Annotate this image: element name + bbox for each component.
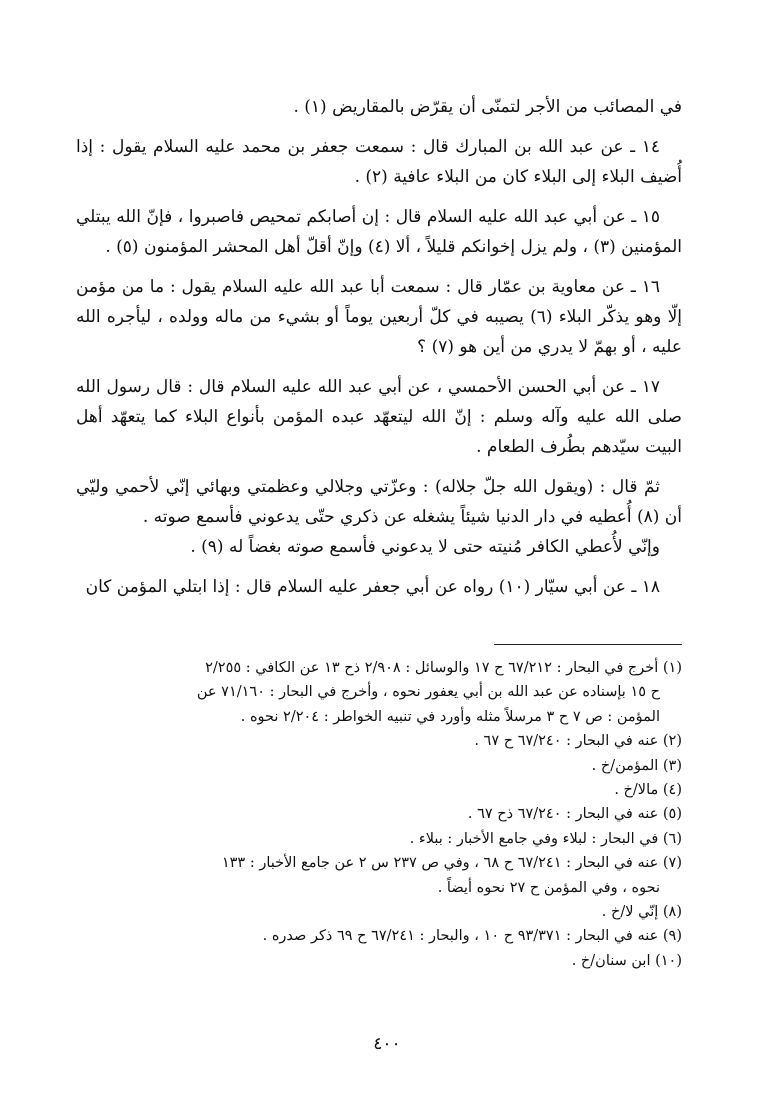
main-text (76, 92, 682, 612)
footnote-text: (٧) عنه في البحار : ٦٧/٢٤١ ح ٦٨ ، وفي ص ٢٣٧ س ٢ عن جامع الأخبار : ١٣٣ (221, 855, 682, 872)
footnote (76, 924, 682, 948)
footnote-continuation: نحوه ، وفي المؤمن ح ٢٧ نحوه أيضاً . (437, 879, 660, 896)
paragraph: ١٨ ـ عن أبي سيّار (١٠) رواه عن أبي جعفر عليه السلام قال : إذا ابتلي المؤمن كان (85, 577, 660, 597)
footnote (76, 851, 682, 900)
footnote-continuation: ح ١٥ بإسناده عن عبد الله بن أبي يعفور نحوه ، وأخرج في البحار : ٧١/١٦٠ عن (196, 684, 660, 701)
footnote-text: (٦) في البحار : لبلاء وفي جامع الأخبار : ببلاء . (409, 830, 682, 847)
paragraph: ١٥ ـ عن أبي عبد الله عليه السلام قال : إن أصابكم تمحيص فاصبروا ، فإنّ الله يبتلي المؤمنين (٣) ، ولم يزل إخوانكم قليلاً ، ألا (٤) وإنّ أقلّ أهل المحشر المؤمنون (٥) . (76, 207, 682, 257)
footnote-continuation: المؤمن : ص ٧ ح ٣ مرسلاً مثله وأورد في تنبيه الخواطر : ٢/٢٠٤ نحوه . (240, 708, 660, 725)
footnote-text: (٢) عنه في البحار : ٦٧/٢٤٠ ح ٦٧ . (474, 733, 682, 750)
footnote-text: (١٠) ابن سنان/خ . (571, 952, 682, 969)
paragraph: ١٤ ـ عن عبد الله بن المبارك قال : سمعت جعفر بن محمد عليه السلام يقول : إذا أُضيف البلاء إلى البلاء كان من البلاء عافية (٢) . (76, 137, 682, 187)
footnote-text: (١) أخرج في البحار : ٦٧/٢١٢ ح ١٧ والوسائل : ٢/٩٠٨ ذح ١٣ عن الكافي : ٢/٢٥٥ (205, 660, 682, 676)
paragraph: ١٦ ـ عن معاوية بن عمّار قال : سمعت أبا عبد الله عليه السلام يقول : ما من مؤمن إلّا وهو يذكّر البلاء (٦) يصيبه في كلّ أربعين يوماً أو بشيء من ماله وولده ، ليأجره الله عليه ، أو بهمّ لا يدري من أين هو (٧) ؟ (76, 277, 682, 357)
paragraph: في المصائب من الأجر لتمنّى أن يقرّض بالمقاريض (١) . (293, 97, 682, 117)
footnote-text: (٩) عنه في البحار : ٩٣/٣٧١ ح ١٠ ، والبحار : ٦٧/٢٤١ ح ٦٩ ذكر صدره . (262, 928, 682, 945)
page-number: ٤٠٠ (373, 1034, 401, 1054)
footnote (76, 656, 682, 729)
footnote-text: (٣) المؤمن/خ . (591, 757, 682, 774)
footnotes (76, 656, 682, 973)
footnote (76, 754, 682, 778)
footnote (76, 778, 682, 802)
footnote (76, 802, 682, 826)
footnote (76, 949, 682, 973)
footnote-divider (494, 644, 682, 645)
paragraph: ثمّ قال : (ويقول الله جلّ جلاله) : وعزّتي وجلالي وعظمتي وبهائي إنّي لأحمي وليّي أن (٨) أُعطيه في دار الدنيا شيئاً يشغله عن ذكري حتّى يدعوني فأسمع صوته . (76, 477, 682, 527)
footnote (76, 900, 682, 924)
footnote (76, 729, 682, 753)
footnote-text: (٥) عنه في البحار : ٦٧/٢٤٠ ذح ٦٧ . (467, 806, 682, 823)
footnote-text: (٨) إنّي لا/خ . (601, 904, 682, 921)
footnote-text: (٤) مالا/خ . (614, 782, 682, 799)
paragraph: ١٧ ـ عن أبي الحسن الأحمسي ، عن أبي عبد الله عليه السلام قال : قال رسول الله صلى الله عليه وآله وسلم : إنّ الله ليتعهّد عبده المؤمن بأنواع البلاء كما يتعهّد أهل البيت سيّدهم بطُرف الطعام . (76, 377, 682, 457)
footnote (76, 827, 682, 851)
paragraph: وإنّي لأُعطي الكافر مُنيته حتى لا يدعوني فأسمع صوته بغضاً له (٩) . (190, 537, 660, 557)
